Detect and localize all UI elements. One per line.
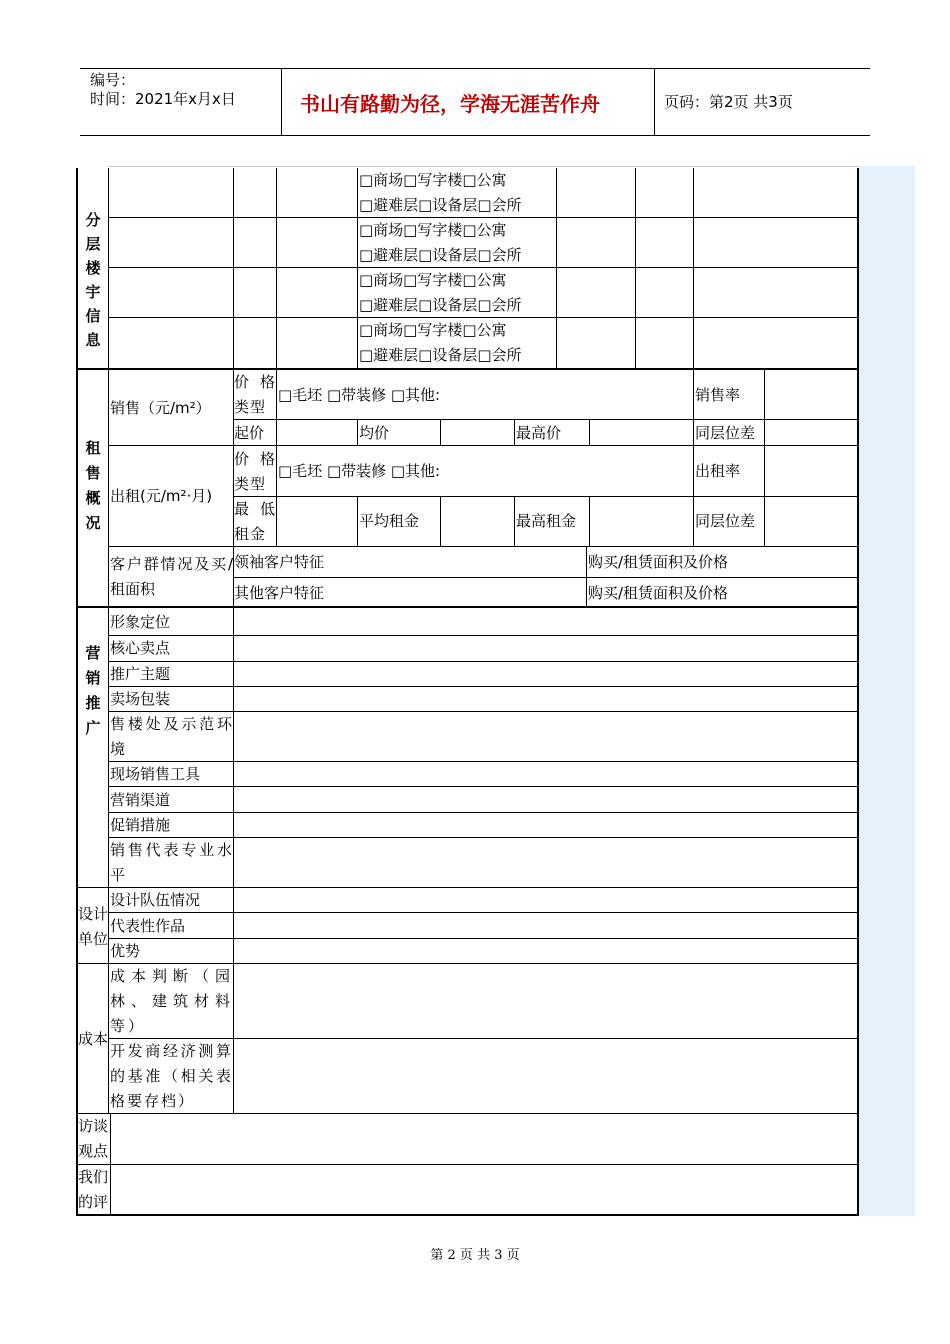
header-motto: 书山有路勤为径，学海无涯苦作舟 (300, 92, 600, 116)
grid-line (514, 496, 515, 546)
grid-line (108, 635, 858, 636)
grid-line (108, 786, 858, 787)
buy-area-label: 购买/租赁面积及价格 (588, 553, 729, 571)
side-panel (859, 166, 915, 1216)
grid-line (693, 168, 694, 368)
rent-rate-label: 出租率 (695, 462, 741, 480)
floor-option-line: □避难层□设备层□会所 (359, 346, 522, 364)
price-type-label: 价格类型 (234, 373, 276, 416)
marketing-row-label: 售楼处及示范环境 (110, 715, 233, 758)
grid-line (440, 419, 441, 445)
table-right-border (857, 168, 859, 1216)
leader-customer-label: 领袖客户特征 (234, 553, 325, 571)
max-rent-label: 最高租金 (516, 512, 577, 530)
marketing-row-label: 营销渠道 (110, 791, 171, 809)
marketing-row-label: 卖场包装 (110, 690, 171, 708)
section-rule (76, 368, 858, 370)
sale-rate-label: 销售率 (695, 386, 741, 404)
grid-line (108, 812, 858, 813)
floor-diff-label: 同层位差 (695, 512, 756, 530)
cost-row-label: 开发商经济测算的基准（相关表格要存档） (110, 1042, 233, 1110)
floor-option-line: □商场□写字楼□公寓 (359, 171, 507, 189)
grid-line (357, 419, 358, 445)
grid-line (586, 546, 587, 607)
other-customer-label: 其他客户特征 (234, 584, 325, 602)
header-divider (281, 68, 282, 136)
evaluation-label: 我们的评 (78, 1168, 109, 1211)
floor-diff-label: 同层位差 (695, 424, 756, 442)
sale-price-text: 销售（元/m²） (110, 399, 211, 417)
section-rule (76, 606, 858, 608)
time-label: 时间：2021年x月x日 (90, 90, 236, 108)
max-price-label: 最高价 (516, 424, 562, 442)
grid-line (357, 496, 358, 546)
floor-option-line: □避难层□设备层□会所 (359, 246, 522, 264)
footer-page-number: 第 2 页 共 3 页 (430, 1248, 520, 1263)
marketing-row-label: 现场销售工具 (110, 765, 201, 783)
grid-line (108, 661, 858, 662)
min-rent-label: 最低租金 (234, 500, 276, 543)
grid-line (233, 577, 858, 578)
grid-line (635, 168, 636, 368)
marketing-row-label: 形象定位 (110, 613, 171, 631)
grid-line (276, 370, 277, 546)
cost-row-label: 成本判断（园林、建筑材料等） (110, 967, 233, 1035)
table-left-border (76, 168, 78, 1216)
grid-line (589, 419, 590, 445)
customer-group-label: 客户群情况及买/租面积 (110, 555, 233, 598)
grid-line (276, 168, 277, 368)
grid-line (76, 1164, 858, 1165)
grid-line (693, 370, 694, 546)
marketing-row-label: 核心卖点 (110, 639, 171, 657)
rent-price-label: 出租(元/m²·月) (110, 487, 213, 505)
rent-options: □毛坯 □带装修 □其他: (278, 462, 441, 480)
grid-line (589, 496, 590, 546)
grid-line (108, 546, 858, 547)
start-price-label: 起价 (234, 424, 265, 442)
header-top-rule (80, 68, 870, 69)
marketing-row-label: 销售代表专业水平 (110, 841, 233, 884)
floor-option-line: □避难层□设备层□会所 (359, 296, 522, 314)
design-row-label: 代表性作品 (110, 917, 186, 935)
section-cost-label: 成本 (78, 1030, 109, 1048)
section-marketing-label: 营销推广 (85, 644, 101, 737)
grid-line (514, 419, 515, 445)
grid-line (556, 168, 557, 368)
sale-price-label (110, 396, 211, 421)
page-number-label: 页码：第2页 共3页 (664, 93, 793, 111)
grid-line (233, 168, 234, 368)
grid-line (108, 912, 858, 913)
design-row-label: 设计队伍情况 (110, 891, 201, 909)
header-bottom-rule (80, 135, 870, 136)
floor-option-line: □商场□写字楼□公寓 (359, 221, 507, 239)
section-rent-sale-label: 租售概况 (85, 439, 101, 532)
grid-line (440, 496, 441, 546)
sale-options: □毛坯 □带装修 □其他: (278, 386, 441, 404)
grid-line (108, 686, 858, 687)
grid-line (357, 168, 358, 368)
buy-area-label: 购买/租赁面积及价格 (588, 584, 729, 602)
floor-option-line: □商场□写字楼□公寓 (359, 321, 507, 339)
code-label: 编号： (90, 71, 136, 89)
section-design-label: 设计单位 (78, 905, 109, 948)
section-col-divider (108, 168, 109, 1113)
interview-label: 访谈观点 (78, 1117, 109, 1160)
floor-option-line: □避难层□设备层□会所 (359, 196, 522, 214)
design-row-label: 优势 (110, 942, 141, 960)
grid-line (108, 938, 858, 939)
table-top-rule (108, 166, 859, 167)
section-floor-info-label: 分层楼宇信息 (85, 211, 101, 349)
table-bottom-border (76, 1214, 859, 1216)
header-divider (654, 68, 655, 136)
avg-price-label: 均价 (359, 424, 390, 442)
rent-price-type-label: 价格类型 (234, 450, 276, 493)
grid-line (764, 370, 765, 546)
floor-option-line: □商场□写字楼□公寓 (359, 271, 507, 289)
marketing-row-label: 推广主题 (110, 665, 171, 683)
avg-rent-label: 平均租金 (359, 512, 420, 530)
marketing-row-label: 促销措施 (110, 816, 171, 834)
